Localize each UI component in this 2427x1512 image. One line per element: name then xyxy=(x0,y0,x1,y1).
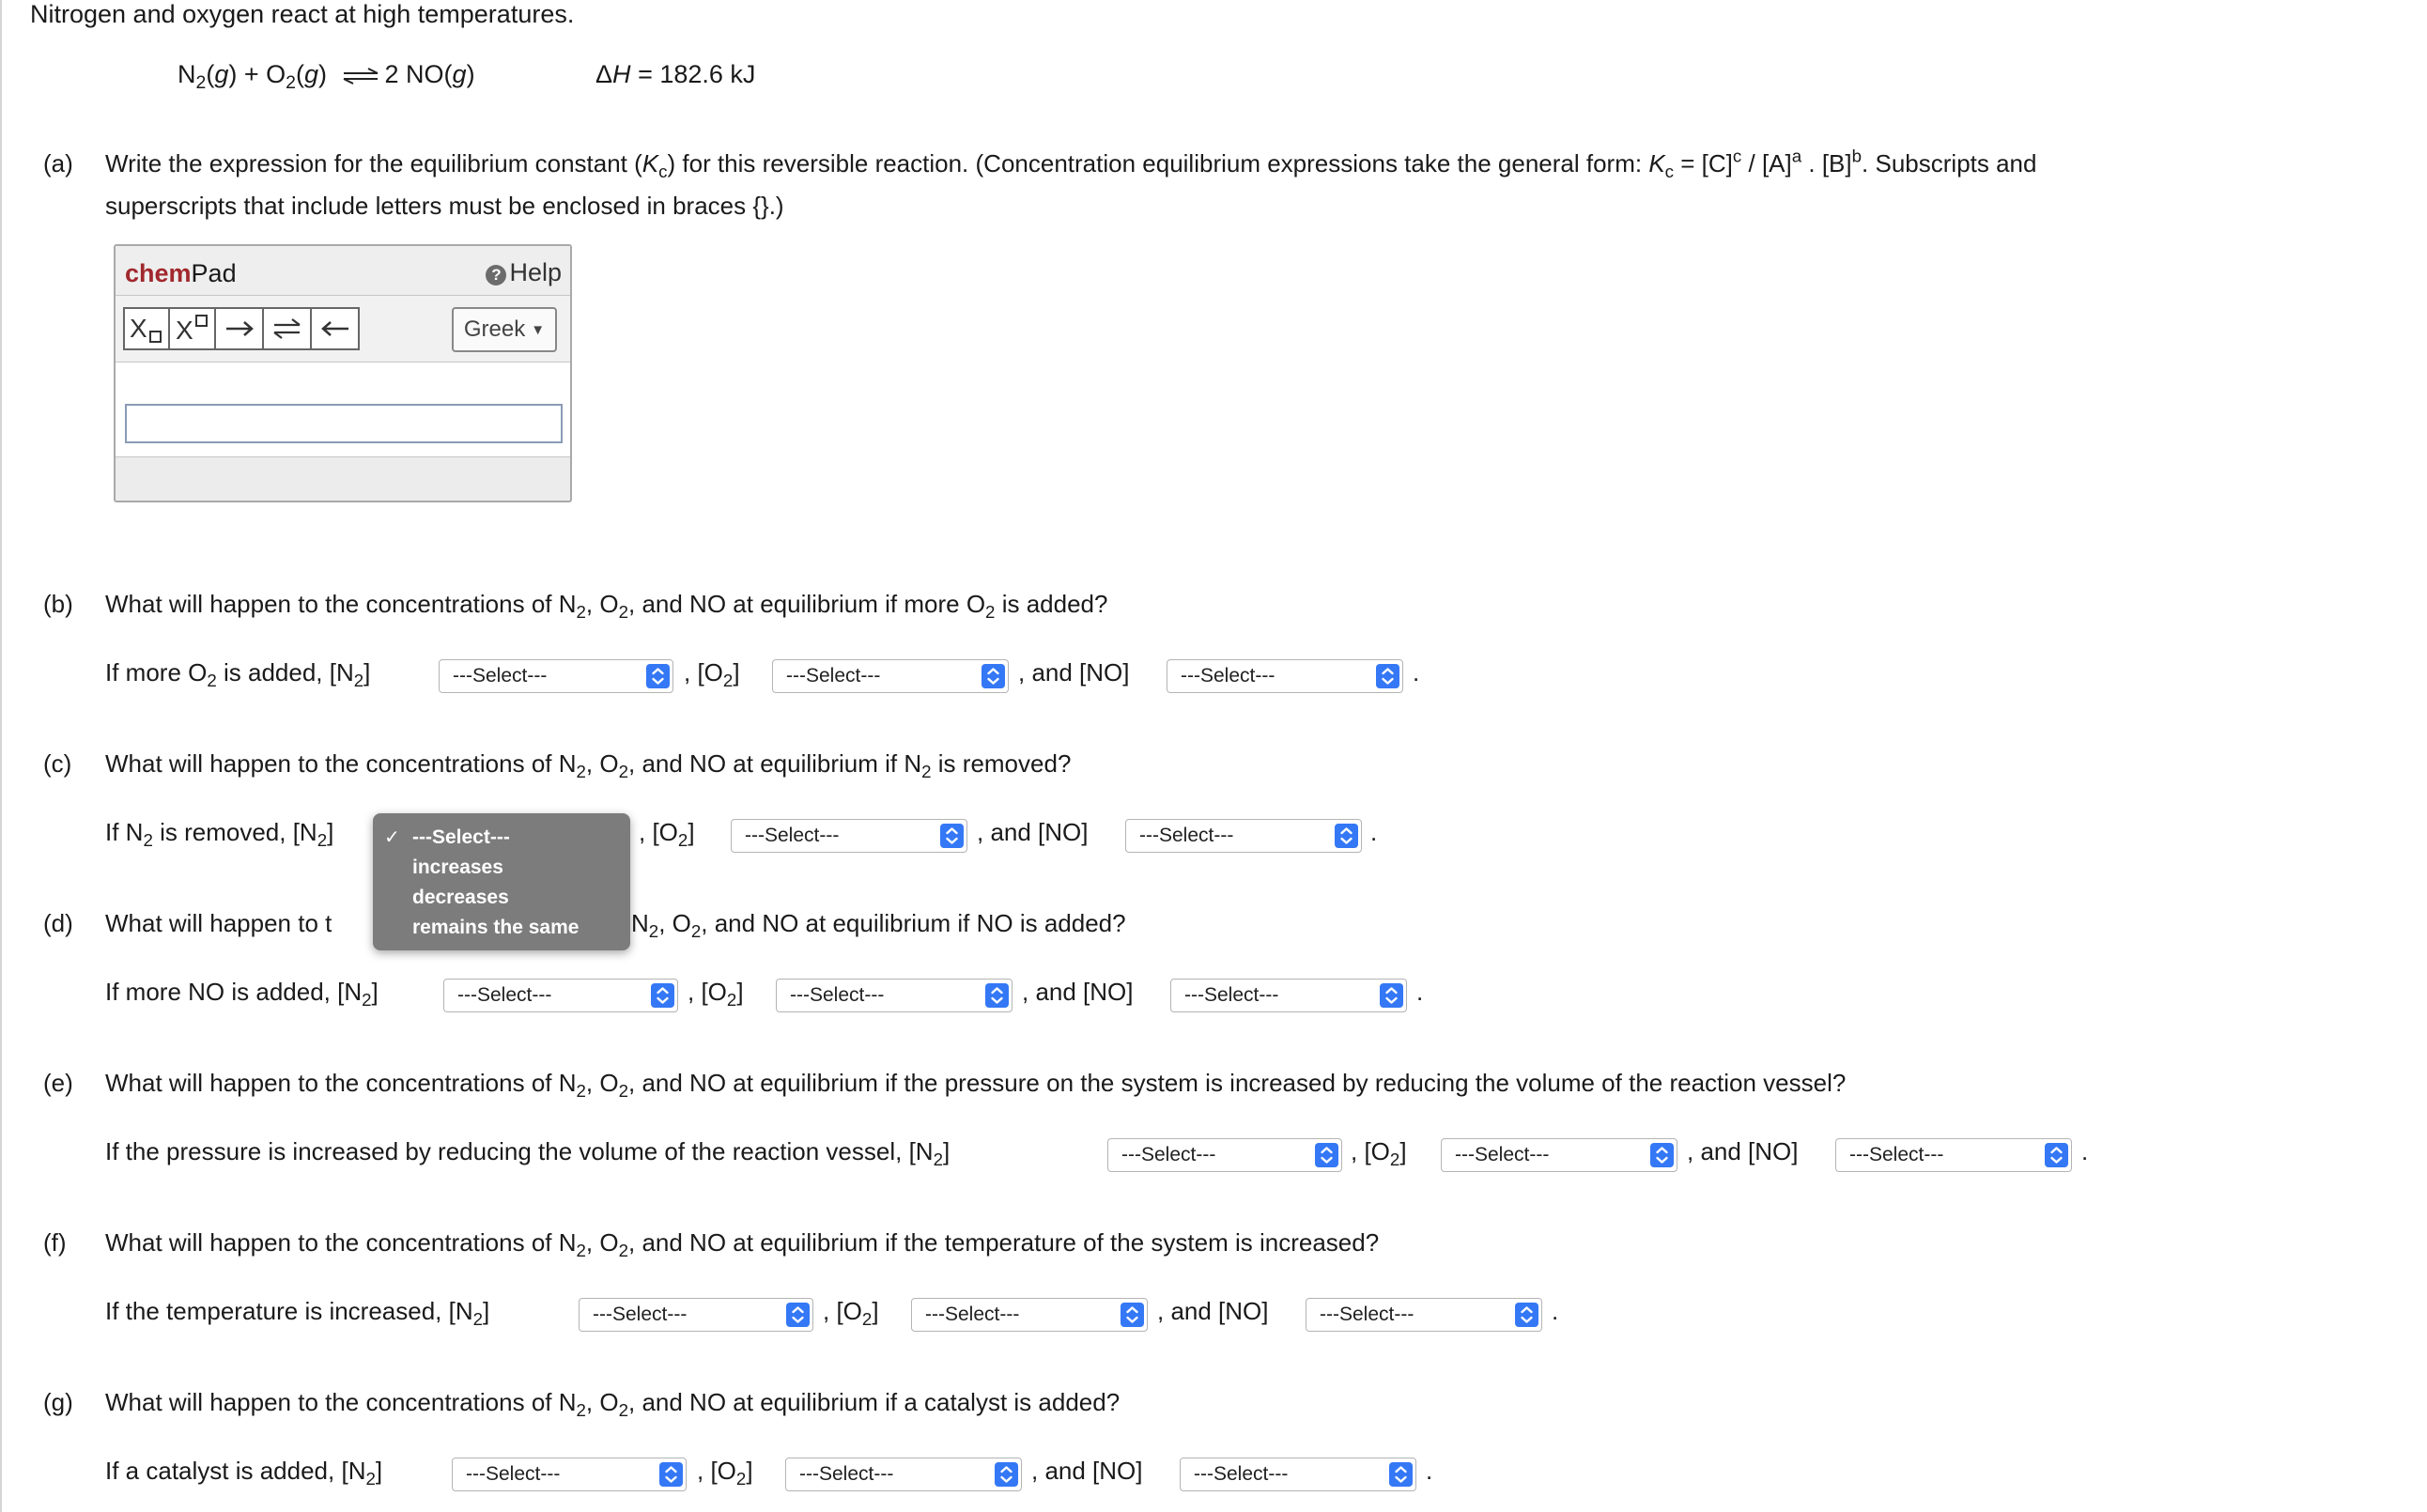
part-c-question: What will happen to the concentrations of $N_2$, $O_2$, and NO at equilibrium if $N_2$ is removed? xyxy=(105,749,1072,781)
part-e-question: What will happen to the concentrations of $N_2$, $O_2$, and NO at equilibrium if the pressure on the system is increased by reducing the volume of the reaction vessel? xyxy=(105,1069,1847,1101)
select-arrows-icon xyxy=(1376,664,1399,688)
chempad-input[interactable] xyxy=(125,404,563,443)
b-no-select[interactable]: ---Select--- xyxy=(1167,659,1403,693)
part-g-label: (g) xyxy=(43,1388,73,1416)
part-d-answer: If more NO is added, $[N_2]$ xyxy=(105,978,379,1010)
b-o2-select[interactable]: ---Select--- xyxy=(772,659,1009,693)
d-o2-select[interactable]: ---Select--- xyxy=(776,979,1013,1012)
subscript-button[interactable] xyxy=(123,307,170,350)
equilibrium-icon xyxy=(271,317,303,340)
part-f-answer: If the temperature is increased, $[N_2]$ xyxy=(105,1297,490,1329)
e-no-label: , and [NO] xyxy=(1687,1137,1799,1165)
c-n2-select-dropdown xyxy=(373,813,630,950)
select-arrows-icon xyxy=(940,824,964,848)
f-no-select[interactable]: ---Select--- xyxy=(1306,1298,1542,1332)
f-o2-label: , $[O_2]$ xyxy=(823,1297,879,1329)
select-arrows-icon xyxy=(985,983,1009,1008)
enthalpy-value: = 182.6 kJ xyxy=(638,60,756,88)
select-arrows-icon xyxy=(651,983,674,1008)
select-arrows-icon xyxy=(646,664,670,688)
c-o2-select[interactable]: ---Select--- xyxy=(731,819,967,853)
c-o2-label: , $[O_2]$ xyxy=(639,818,695,850)
select-arrows-icon xyxy=(659,1462,683,1487)
f-n2-select[interactable]: ---Select--- xyxy=(579,1298,813,1332)
select-arrows-icon xyxy=(995,1462,1018,1487)
part-d-label: (d) xyxy=(43,909,73,937)
checkmark-icon: ✓ xyxy=(384,827,400,848)
eq-plus: + xyxy=(243,60,259,88)
part-a-question-line2: superscripts that include letters must be enclosed in braces {}.) xyxy=(105,192,784,220)
svg-text:X: X xyxy=(130,314,147,343)
part-g-answer: If a catalyst is added, $[N_2]$ xyxy=(105,1457,383,1489)
select-arrows-icon xyxy=(1121,1303,1144,1327)
c-no-select[interactable]: ---Select--- xyxy=(1125,819,1362,853)
d-o2-label: , $[O_2]$ xyxy=(688,978,744,1010)
select-arrows-icon xyxy=(1389,1462,1413,1487)
greek-dropdown[interactable]: Greek ▼ xyxy=(452,307,557,352)
chempad xyxy=(114,244,572,502)
subscript-icon xyxy=(128,313,165,345)
g-no-label: , and [NO] xyxy=(1031,1457,1143,1485)
enthalpy: ΔH = 182.6 kJ xyxy=(595,60,756,88)
chempad-input-area xyxy=(116,363,570,457)
equilibrium-arrow-icon xyxy=(342,68,379,85)
select-arrows-icon xyxy=(2045,1143,2068,1167)
d-no-label: , and [NO] xyxy=(1022,978,1134,1006)
select-arrows-icon xyxy=(1650,1143,1674,1167)
e-o2-label: , $[O_2]$ xyxy=(1351,1137,1407,1169)
part-f-question: What will happen to the concentrations of $N_2$, $O_2$, and NO at equilibrium if the temperature of the system is increased? xyxy=(105,1228,1380,1260)
part-b-answer: If more $O_2$ is added, $[N_2]$ xyxy=(105,658,371,690)
help-button[interactable]: ? Help xyxy=(486,258,562,287)
chempad-header xyxy=(116,246,570,296)
equilibrium-arrow-button[interactable] xyxy=(262,307,312,350)
reaction-arrow-button[interactable] xyxy=(214,307,264,350)
part-a-question: Write the expression for the equilibrium constant $(K_c)$ for this reversible reaction. (Concentration equilibrium expressions take the general form: $K_c = [C]^c / [A]^a$ . $[B]^b$. Subscripts and xyxy=(105,146,2037,181)
part-e-answer: If the pressure is increased by reducing the volume of the reaction vessel, $[N_2]$ xyxy=(105,1137,951,1169)
g-no-select[interactable]: ---Select--- xyxy=(1180,1458,1416,1491)
svg-text:X: X xyxy=(175,316,193,345)
select-arrows-icon xyxy=(1515,1303,1538,1327)
b-no-label: , and [NO] xyxy=(1018,658,1130,687)
d-no-select[interactable]: ---Select--- xyxy=(1170,979,1407,1012)
g-o2-select[interactable]: ---Select--- xyxy=(785,1458,1022,1491)
e-o2-select[interactable]: ---Select--- xyxy=(1441,1138,1677,1172)
c-no-label: , and [NO] xyxy=(977,818,1089,846)
dropdown-option-select[interactable]: ---Select--- xyxy=(412,826,510,848)
f-no-label: , and [NO] xyxy=(1157,1297,1269,1325)
reaction-equation: $N_2(g) + O_2(g)$ 2 NO(g) xyxy=(178,60,475,94)
part-b-label: (b) xyxy=(43,590,73,618)
dropdown-option-remains-the-same[interactable]: remains the same xyxy=(412,917,580,938)
help-icon: ? xyxy=(486,265,506,285)
part-d-question-start: What will happen to t xyxy=(105,909,332,937)
g-n2-select[interactable]: ---Select--- xyxy=(452,1458,687,1491)
eq-product: 2 NO( xyxy=(384,60,453,88)
select-arrows-icon xyxy=(1335,824,1358,848)
e-n2-select[interactable]: ---Select--- xyxy=(1107,1138,1342,1172)
select-arrows-icon xyxy=(1380,983,1403,1008)
g-o2-label: , $[O_2]$ xyxy=(697,1457,753,1489)
backspace-button[interactable] xyxy=(310,307,360,350)
part-c-label: (c) xyxy=(43,749,72,778)
superscript-button[interactable] xyxy=(168,307,216,350)
chempad-logo: chemPad xyxy=(125,259,237,287)
d-n2-select[interactable]: ---Select--- xyxy=(443,979,678,1012)
part-g-question: What will happen to the concentrations of $N_2$, $O_2$, and NO at equilibrium if a catalyst is added? xyxy=(105,1388,1121,1420)
chempad-toolbar xyxy=(116,296,570,363)
f-o2-select[interactable]: ---Select--- xyxy=(911,1298,1148,1332)
part-b-question: What will happen to the concentrations of $N_2$, $O_2$, and NO at equilibrium if more $O_2$ is added? xyxy=(105,590,1108,622)
part-d-question-end: $N_2$, $O_2$, and NO at equilibrium if NO is added? xyxy=(631,909,1126,941)
b-o2-label: , $[O_2]$ xyxy=(684,658,740,690)
left-arrow-icon xyxy=(319,319,351,338)
dropdown-option-decreases[interactable]: decreases xyxy=(412,887,509,908)
right-arrow-icon xyxy=(224,319,255,338)
intro-statement: Nitrogen and oxygen react at high temperatures. xyxy=(30,0,575,28)
b-n2-select[interactable]: ---Select--- xyxy=(439,659,673,693)
caret-down-icon: ▼ xyxy=(531,321,546,338)
part-e-label: (e) xyxy=(43,1069,73,1097)
select-arrows-icon xyxy=(1315,1143,1338,1167)
select-arrows-icon xyxy=(982,664,1005,688)
part-c-answer: If $N_2$ is removed, $[N_2]$ xyxy=(105,818,334,850)
eq-n2: $N_2(g)$ xyxy=(178,60,238,94)
part-f-label: (f) xyxy=(43,1228,67,1257)
part-a-label: (a) xyxy=(43,149,73,177)
superscript-icon xyxy=(174,313,211,345)
dropdown-option-increases[interactable]: increases xyxy=(412,856,503,878)
select-arrows-icon xyxy=(786,1303,810,1327)
e-no-select[interactable]: ---Select--- xyxy=(1835,1138,2072,1172)
eq-o2: $O_2(g)$ xyxy=(266,60,328,94)
